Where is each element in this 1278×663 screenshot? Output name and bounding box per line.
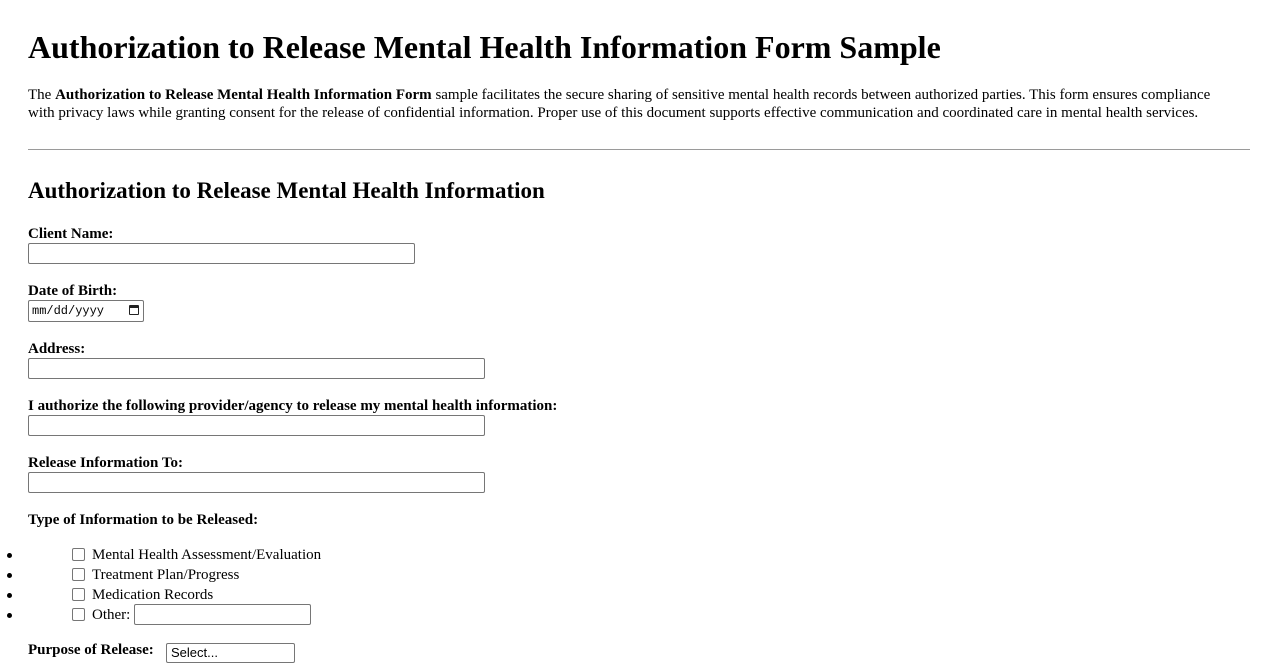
intro-paragraph: [28, 86, 1228, 122]
list-item: [28, 605, 321, 625]
assessment-checkbox[interactable]: [72, 548, 85, 561]
address-input[interactable]: [28, 358, 485, 379]
calendar-icon[interactable]: [129, 305, 139, 315]
page-title: Authorization to Release Mental Health Information Form Sample: [28, 29, 941, 65]
other-text-input[interactable]: [134, 604, 311, 625]
treatment-plan-checkbox-label: Treatment Plan/Progress: [92, 567, 240, 583]
release-to-label: Release Information To:: [28, 455, 183, 471]
address-label: Address:: [28, 341, 86, 357]
provider-input[interactable]: [28, 415, 485, 436]
provider-label: I authorize the following provider/agency to release my mental health information:: [28, 398, 558, 414]
other-checkbox-label: Other:: [92, 607, 131, 623]
purpose-select[interactable]: Select...: [166, 643, 295, 663]
treatment-plan-checkbox[interactable]: [72, 568, 85, 581]
info-types-label: Type of Information to be Released:: [28, 512, 259, 528]
assessment-checkbox-label: Mental Health Assessment/Evaluation: [92, 547, 322, 563]
list-item: [28, 545, 321, 565]
list-item: [28, 585, 321, 605]
other-checkbox[interactable]: [72, 608, 85, 621]
medication-records-checkbox-label: Medication Records: [92, 587, 214, 603]
disc-bullet: [7, 613, 12, 618]
divider: [28, 149, 1250, 150]
date-of-birth-label: Date of Birth:: [28, 283, 118, 299]
disc-bullet: [7, 553, 12, 558]
list-item: [28, 565, 321, 585]
disc-bullet: [7, 593, 12, 598]
client-name-input[interactable]: [28, 243, 415, 264]
purpose-label: Purpose of Release:: [28, 642, 154, 658]
medication-records-checkbox[interactable]: [72, 588, 85, 601]
intro-prefix: The: [28, 87, 56, 103]
date-of-birth-input[interactable]: [28, 300, 144, 322]
release-to-input[interactable]: [28, 472, 485, 493]
form-heading: Authorization to Release Mental Health Information: [28, 178, 545, 203]
client-name-label: Client Name:: [28, 226, 114, 242]
intro-form-name: Authorization to Release Mental Health Information Form: [55, 87, 432, 103]
disc-bullet: [7, 573, 12, 578]
info-types-list: [28, 545, 321, 625]
intro-suffix: sample facilitates the secure sharing of sensitive mental health records between authorized parties. This form ensures compliance with privacy laws while granting consent for the release of confidential information. Proper use of this document supports effective communication and coordinated care in mental health services.: [28, 87, 1211, 121]
date-placeholder: mm/dd/yyyy: [32, 304, 105, 318]
